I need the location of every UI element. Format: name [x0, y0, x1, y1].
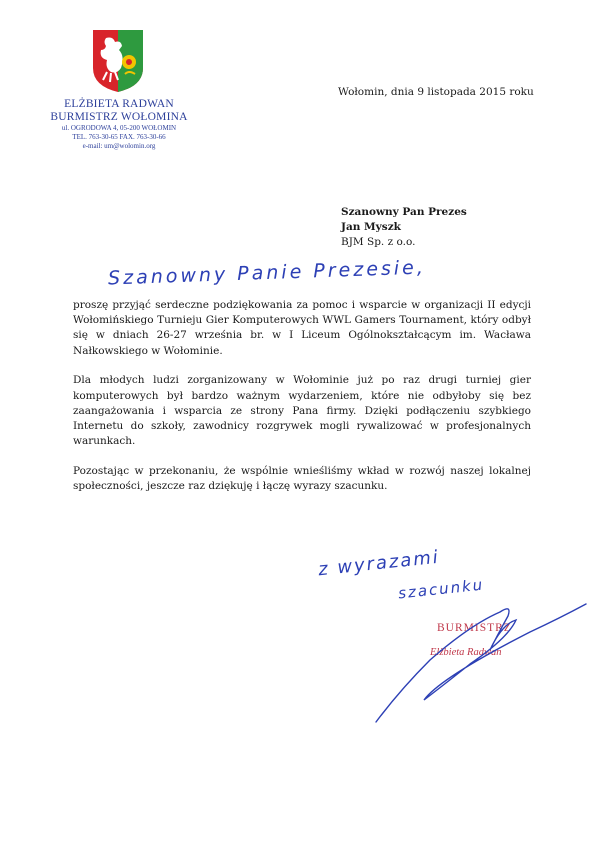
body-paragraph-1: proszę przyjąć serdeczne podziękowania za pomoc i wsparcie w organizacji II edycji Wołomińskiego Turnieju Gier Komputerowych WWL Gamers Tournament, który odbył się w dniach 26-27 września br. w I Liceum Ogólnokształcącym im. Wacława Nałkowskiego w Wołominie.	[73, 299, 531, 357]
stamp-name: Elżbieta Radwan	[430, 647, 502, 658]
recipient-line-3: BJM Sp. z o.o.	[341, 236, 416, 248]
recipient-line-2: Jan Myszk	[341, 221, 401, 233]
handwritten-closing-line-2: szacunku	[397, 575, 486, 603]
letterhead-address: ul. OGRODOWA 4, 05-200 WOŁOMIN	[61, 124, 177, 132]
handwritten-salutation: Szanowny Panie Prezesie,	[107, 256, 427, 290]
letterhead-email: e-mail: um@wolomin.org	[82, 142, 156, 150]
stamp-role: BURMISTRZ	[437, 622, 512, 634]
recipient-line-1: Szanowny Pan Prezes	[341, 206, 467, 218]
letterhead-title: BURMISTRZ WOŁOMINA	[50, 111, 188, 123]
mayor-stamp	[424, 622, 540, 658]
handwritten-closing-line-1: z wyrazami	[317, 546, 441, 581]
recipient-block	[341, 205, 467, 250]
letterhead	[40, 98, 198, 151]
letter-body	[73, 298, 531, 509]
coat-of-arms-icon	[91, 28, 145, 94]
letterhead-phones: TEL. 763-30-65 FAX. 763-30-66	[72, 133, 166, 141]
body-paragraph-3: Pozostając w przekonaniu, że wspólnie wnieśliśmy wkład w rozwój naszej lokalnej społeczności, jeszcze raz dziękuję i łączę wyrazy szacunku.	[73, 464, 531, 493]
body-paragraph-2: Dla młodych ludzi zorganizowany w Wołominie już po raz drugi turniej gier komputerowych był bardzo ważnym wydarzeniem, które nie odbyłoby się bez zaangażowania i wsparcia ze strony Pana firmy. Dzięki podłączeniu szybkiego Internetu do szkoły, zawodnicy rozgrywek mogli rywalizować w profesjonalnych warunkach.	[73, 374, 531, 448]
place-date: Wołomin, dnia 9 listopada 2015 roku	[338, 86, 534, 98]
letterhead-name: ELŻBIETA RADWAN	[64, 98, 174, 110]
